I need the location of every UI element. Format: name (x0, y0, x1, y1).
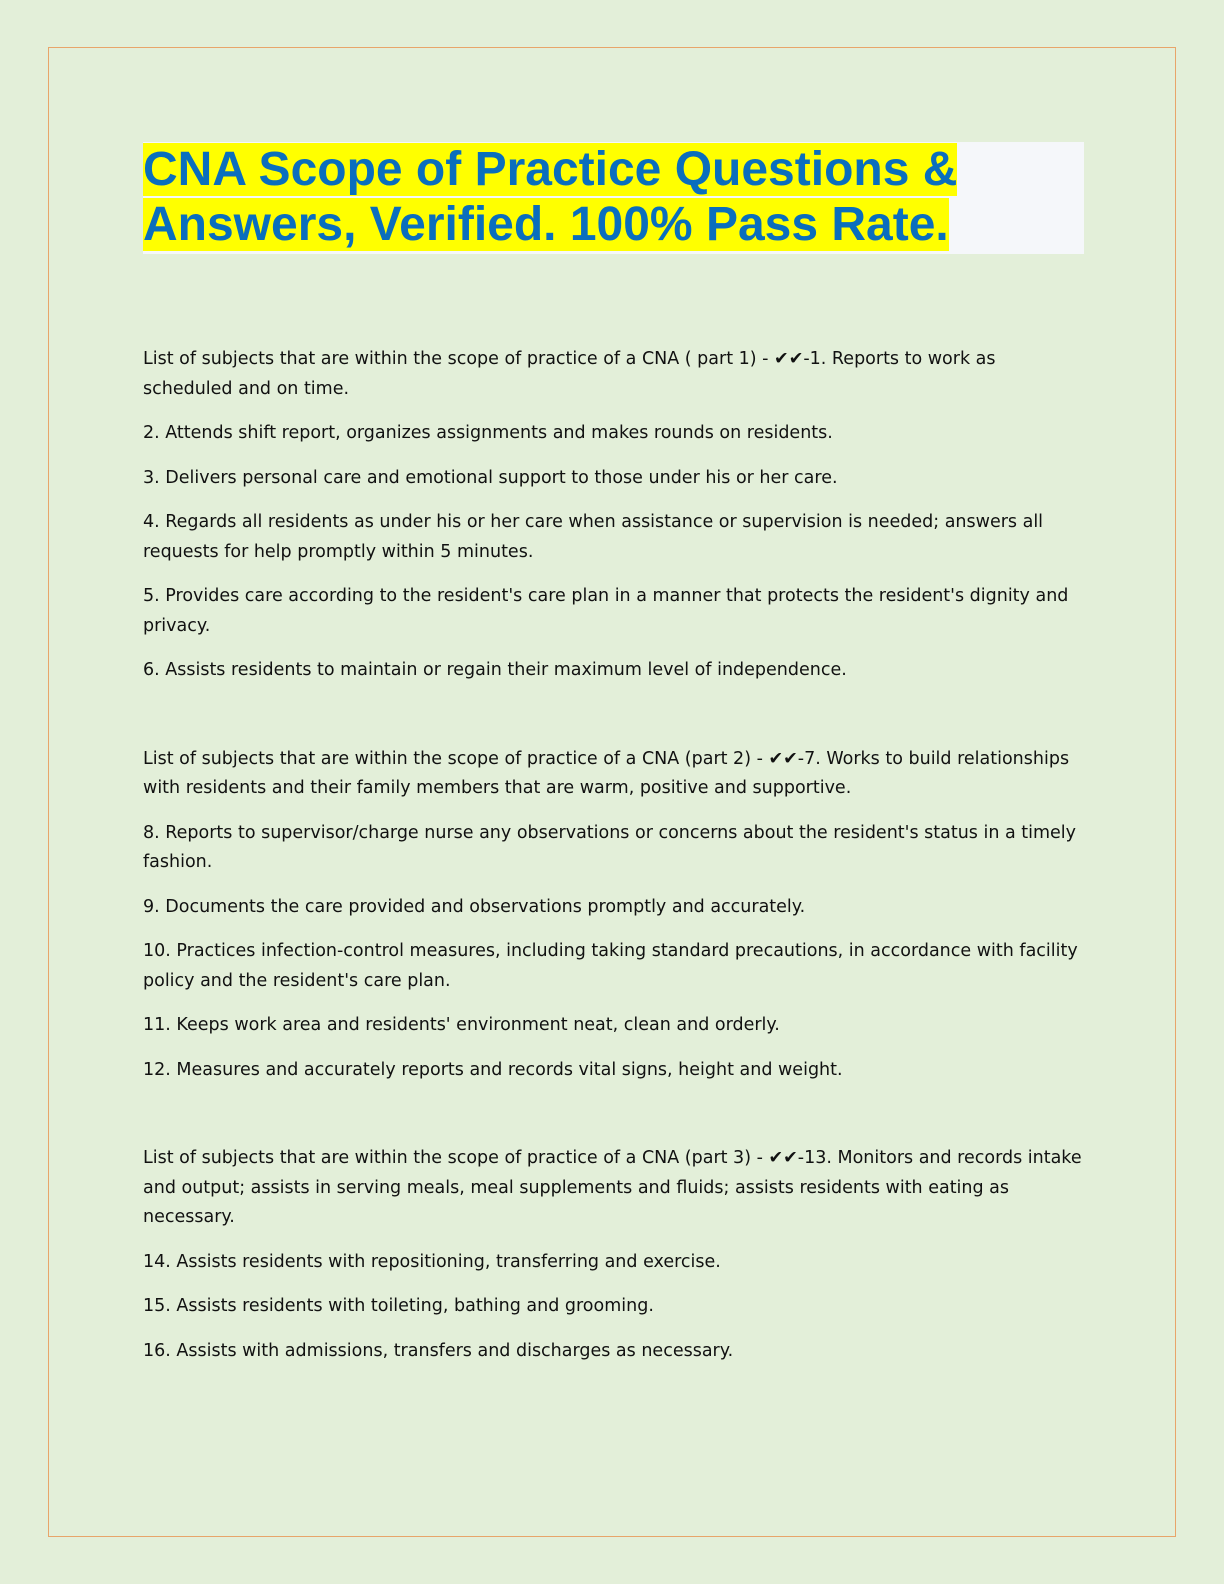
paragraph: 10. Practices infection-control measures, including taking standard precautions, in accordance with facility policy and the resident's care plan. (143, 941, 1078, 991)
paragraph: 6. Assists residents to maintain or regain their maximum level of independence. (143, 660, 847, 680)
title-line-2: Answers, Verified. 100% Pass Rate. (143, 198, 949, 251)
paragraph: List of subjects that are within the scope of practice of a CNA (part 3) - ✔✔-13. Monitors and records intake and output; assists in serving meals, meal supplements and fluids; assists residents with eating as necessary. (143, 1148, 1082, 1227)
paragraph: 2. Attends shift report, organizes assignments and makes rounds on residents. (143, 423, 833, 443)
paragraph: List of subjects that are within the scope of practice of a CNA ( part 1) - ✔✔-1. Reports to work as scheduled and on time. (143, 349, 996, 399)
title-line-1: CNA Scope of Practice Questions & (143, 143, 958, 196)
paragraph: 15. Assists residents with toileting, bathing and grooming. (143, 1296, 654, 1316)
paragraph: 4. Regards all residents as under his or her care when assistance or supervision is needed; answers all requests for help promptly within 5 minutes. (143, 512, 1044, 562)
paragraph: 3. Delivers personal care and emotional support to those under his or her care. (143, 467, 838, 488)
page-title (143, 142, 1084, 252)
paragraph: 11. Keeps work area and residents' environment neat, clean and orderly. (143, 1015, 780, 1035)
paragraph: 8. Reports to supervisor/charge nurse any observations or concerns about the resident's status in a timely fashion. (143, 822, 1077, 872)
paragraph: 9. Documents the care provided and observations promptly and accurately. (143, 896, 806, 917)
paragraph: 14. Assists residents with repositioning, transferring and exercise. (143, 1251, 721, 1272)
document-body (143, 345, 1088, 1381)
section-part-3 (143, 1144, 1088, 1366)
section-part-1 (143, 345, 1088, 686)
paragraph: 12. Measures and accurately reports and records vital signs, height and weight. (143, 1059, 843, 1080)
title-block (143, 142, 1084, 254)
section-part-2 (143, 745, 1088, 1086)
paragraph: 5. Provides care according to the resident's care plan in a manner that protects the resident's dignity and privacy. (143, 586, 1069, 636)
paragraph: List of subjects that are within the scope of practice of a CNA (part 2) - ✔✔-7. Works to build relationships with residents and their family members that are warm, positive and supportive. (143, 748, 1070, 798)
paragraph: 16. Assists with admissions, transfers and discharges as necessary. (143, 1340, 734, 1361)
